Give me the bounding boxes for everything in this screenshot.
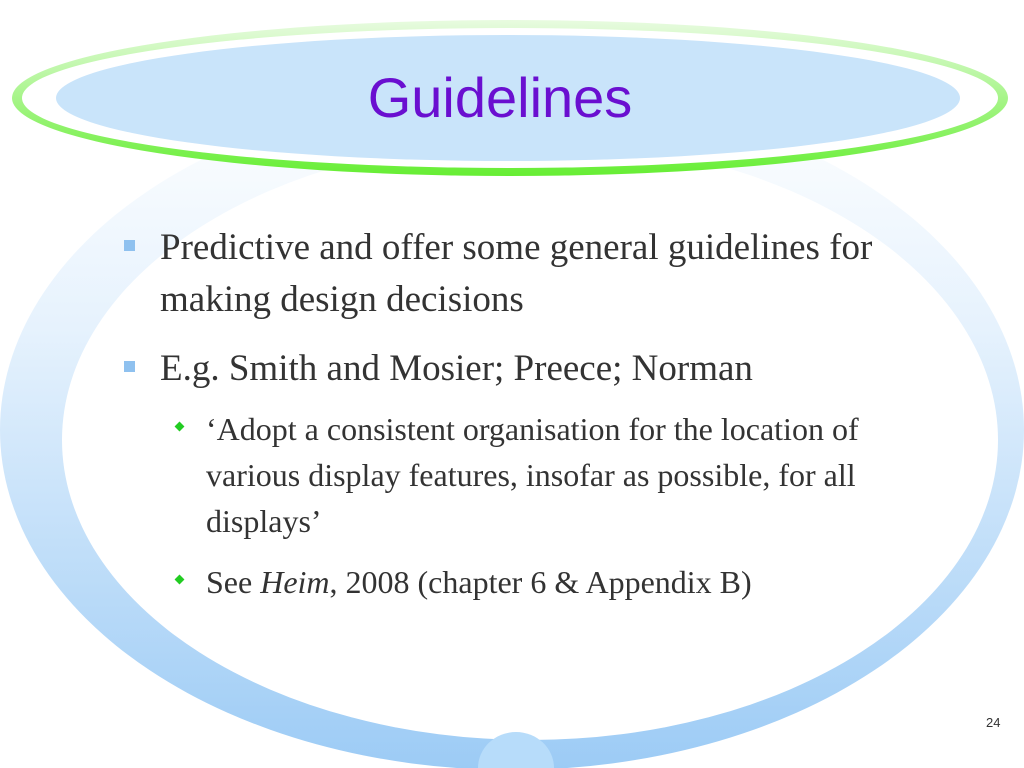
- sub-bullet-prefix: See: [206, 564, 261, 600]
- sub-bullet-suffix: , 2008 (chapter 6 & Appendix B): [329, 564, 752, 600]
- page-number: 24: [986, 715, 1001, 730]
- bullet-text: E.g. Smith and Mosier; Preece; Norman: [160, 348, 753, 389]
- sub-bullet-item: [206, 406, 906, 544]
- square-bullet-icon: [124, 240, 135, 251]
- slide-title: Guidelines: [367, 66, 633, 129]
- sub-bullet-text: ‘Adopt a consistent organisation for the location of various display features, insofar as possible, for all displays’: [206, 411, 859, 539]
- square-bullet-icon: [124, 361, 135, 372]
- bullet-item: [160, 343, 920, 395]
- bullet-item: [160, 222, 920, 326]
- bullet-text: Predictive and offer some general guidelines for making design decisions: [160, 227, 873, 320]
- sub-bullet-item: [206, 559, 926, 605]
- sub-bullet-emphasis: Heim: [260, 564, 330, 600]
